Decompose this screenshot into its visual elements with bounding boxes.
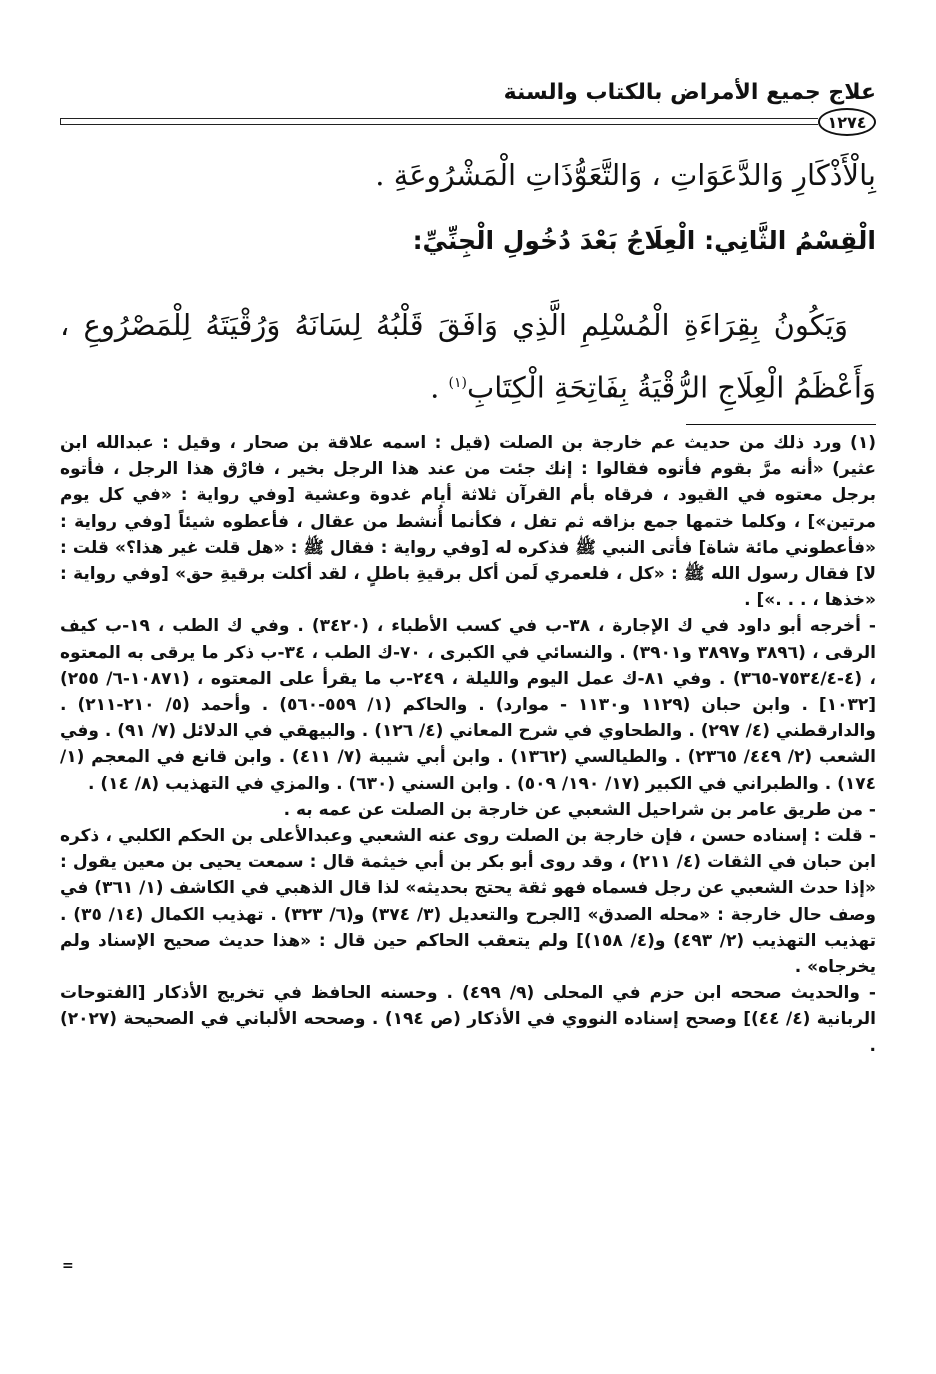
footnote-separator xyxy=(686,424,876,425)
footnote-authentication: - والحديث صححه ابن حزم في المحلى (٩/ ٤٩٩) . وحسنه الحافظ في تخريج الأذكار [الفتوحات الربانية (٤/ ٤٤)] وصحح إسناده النووي في الأذكار (ص ١٩٤) . وصححه الألباني في الصحيحة (٢٠٢٧) . xyxy=(60,983,876,1056)
page-number-badge: ١٢٧٤ xyxy=(818,108,876,136)
footnote-grading: - قلت : إسناده حسن ، فإن خارجة بن الصلت روى عنه الشعبي وعبدالأعلى بن الحكم الكلبي ، ذكره ابن حبان في الثقات (٤/ ٢١١) ، وقد روى أبو بكر بن أبي خيثمة قال : سمعت يحيى بن معين يقول : «إذا حدث الشعبي عن رجل فسماه فهو ثقة يحتج بحديثه» لذا قال الذهبي في الكاشف (١/ ٣٦١) في وصف حال خارجة : «محله الصدق» [الجرح والتعديل (٣/ ٣٧٤) و(٦/ ٣٢٣) . تهذيب الكمال (١٤/ ٣٥) . تهذيب التهذيب (٢/ ٤٩٣) و(٤/ ١٥٨)] ولم يتعقب الحاكم حين قال : «هذا حديث صحيح الإسناد ولم يخرجاه» . xyxy=(60,826,876,978)
footnote-chain: - من طريق عامر بن شراحيل الشعبي عن خارجة بن الصلت عن عمه به . xyxy=(283,799,876,820)
footnote-takhrij: - أخرجه أبو داود في ك الإجارة ، ٣٨-ب في كسب الأطباء ، (٣٤٢٠) . وفي ك الطب ، ١٩-ب كيف الرقى ، (٣٨٩٦ و٣٨٩٧ و٣٩٠١) . والنسائي في الكبرى ، ٧٠-ك الطب ، ٣٤-ب ذكر ما يرقى به المعتوه ، (٤-٧٥٣٤/٤-٣٦٥) . وفي ٨١-ك عمل اليوم والليلة ، ٢٤٩-ب ما يقرأ على المعتوه ، (١٠٨٧١-٦/ ٢٥٥) [١٠٣٢] . وابن حبان (١١٢٩ و١١٣٠ - موارد) . والحاكم (١/ ٥٥٩-٥٦٠) . وأحمد (٥/ ٢١٠-٢١١) . والدارقطني (٤/ ٢٩٧) . والطحاوي في شرح المعاني (٤/ ١٢٦) . والبيهقي في الدلائل (٧/ ٩١) . وفي الشعب (٢/ ٤٤٩/ ٢٣٦٥) . والطيالسي (١٣٦٢) . وابن أبي شيبة (٧/ ٤١١) . وابن قانع في المعجم (١/ ١٧٤) . والطبراني في الكبير (١٧/ ١٩٠/ ٥٠٩) . وابن السني (٦٣٠) . والمزي في التهذيب (٨/ ١٤) . xyxy=(60,616,876,794)
body-paragraph xyxy=(60,296,876,417)
paragraph-end: . xyxy=(430,370,449,405)
header-rule xyxy=(60,118,818,125)
footnote-1: (١) ورد ذلك من حديث عم خارجة بن الصلت (قيل : اسمه علاقة بن صحار ، وقيل : عبدالله ابن عثير) «أنه مرَّ بقوم فأتوه فقالوا : إنك جئت من عند هذا الرجل بخير ، فارْق هذا الرجل ، فأتوه برجل معتوه في القيود ، فرقاه بأم القرآن ثلاثة أيام غدوة وعشية [وفي رواية : «في كل يوم مرتين»] ، وكلما ختمها جمع بزاقه ثم تفل ، فكأنما أُنشط من عقال ، فأعطوه شيئاً [وفي رواية : «فأعطوني مائة شاة] فأتى النبي ﷺ فذكره له [وفي رواية : فقال ﷺ : «هل قلت غير هذا؟» قلت : لا] فقال رسول الله ﷺ : «كل ، فلعمري لَمن أكل برقيةِ باطلٍ ، لقد أكلت برقيةِ حق» [وفي رواية : «خذها ، . . .»] . xyxy=(60,433,876,611)
footnotes xyxy=(60,430,876,1059)
body-line-1: بِالْأَذْكَارِ وَالدَّعَوَاتِ ، وَالتَّعَوُّذَاتِ الْمَشْرُوعَةِ . xyxy=(375,158,876,192)
section-heading: الْقِسْمُ الثَّانِي: الْعِلَاجُ بَعْدَ دُخُولِ الْجِنِّيِّ: xyxy=(412,226,876,255)
page-header xyxy=(60,74,876,134)
corner-mark: = xyxy=(62,1258,74,1274)
paragraph-text: وَيَكُونُ بِقِرَاءَةِ الْمُسْلِمِ الَّذِي وَافَقَ قَلْبُهُ لِسَانَهُ وَرُقْيَتَهُ لِلْمَصْرُوعِ ، وَأَعْظَمُ الْعِلَاجِ الرُّقْيَةُ بِفَاتِحَةِ الْكِتَابِ xyxy=(60,308,876,405)
running-title: علاج جميع الأمراض بالكتاب والسنة xyxy=(503,80,876,105)
footnote-ref-link[interactable]: (١) xyxy=(448,375,467,391)
